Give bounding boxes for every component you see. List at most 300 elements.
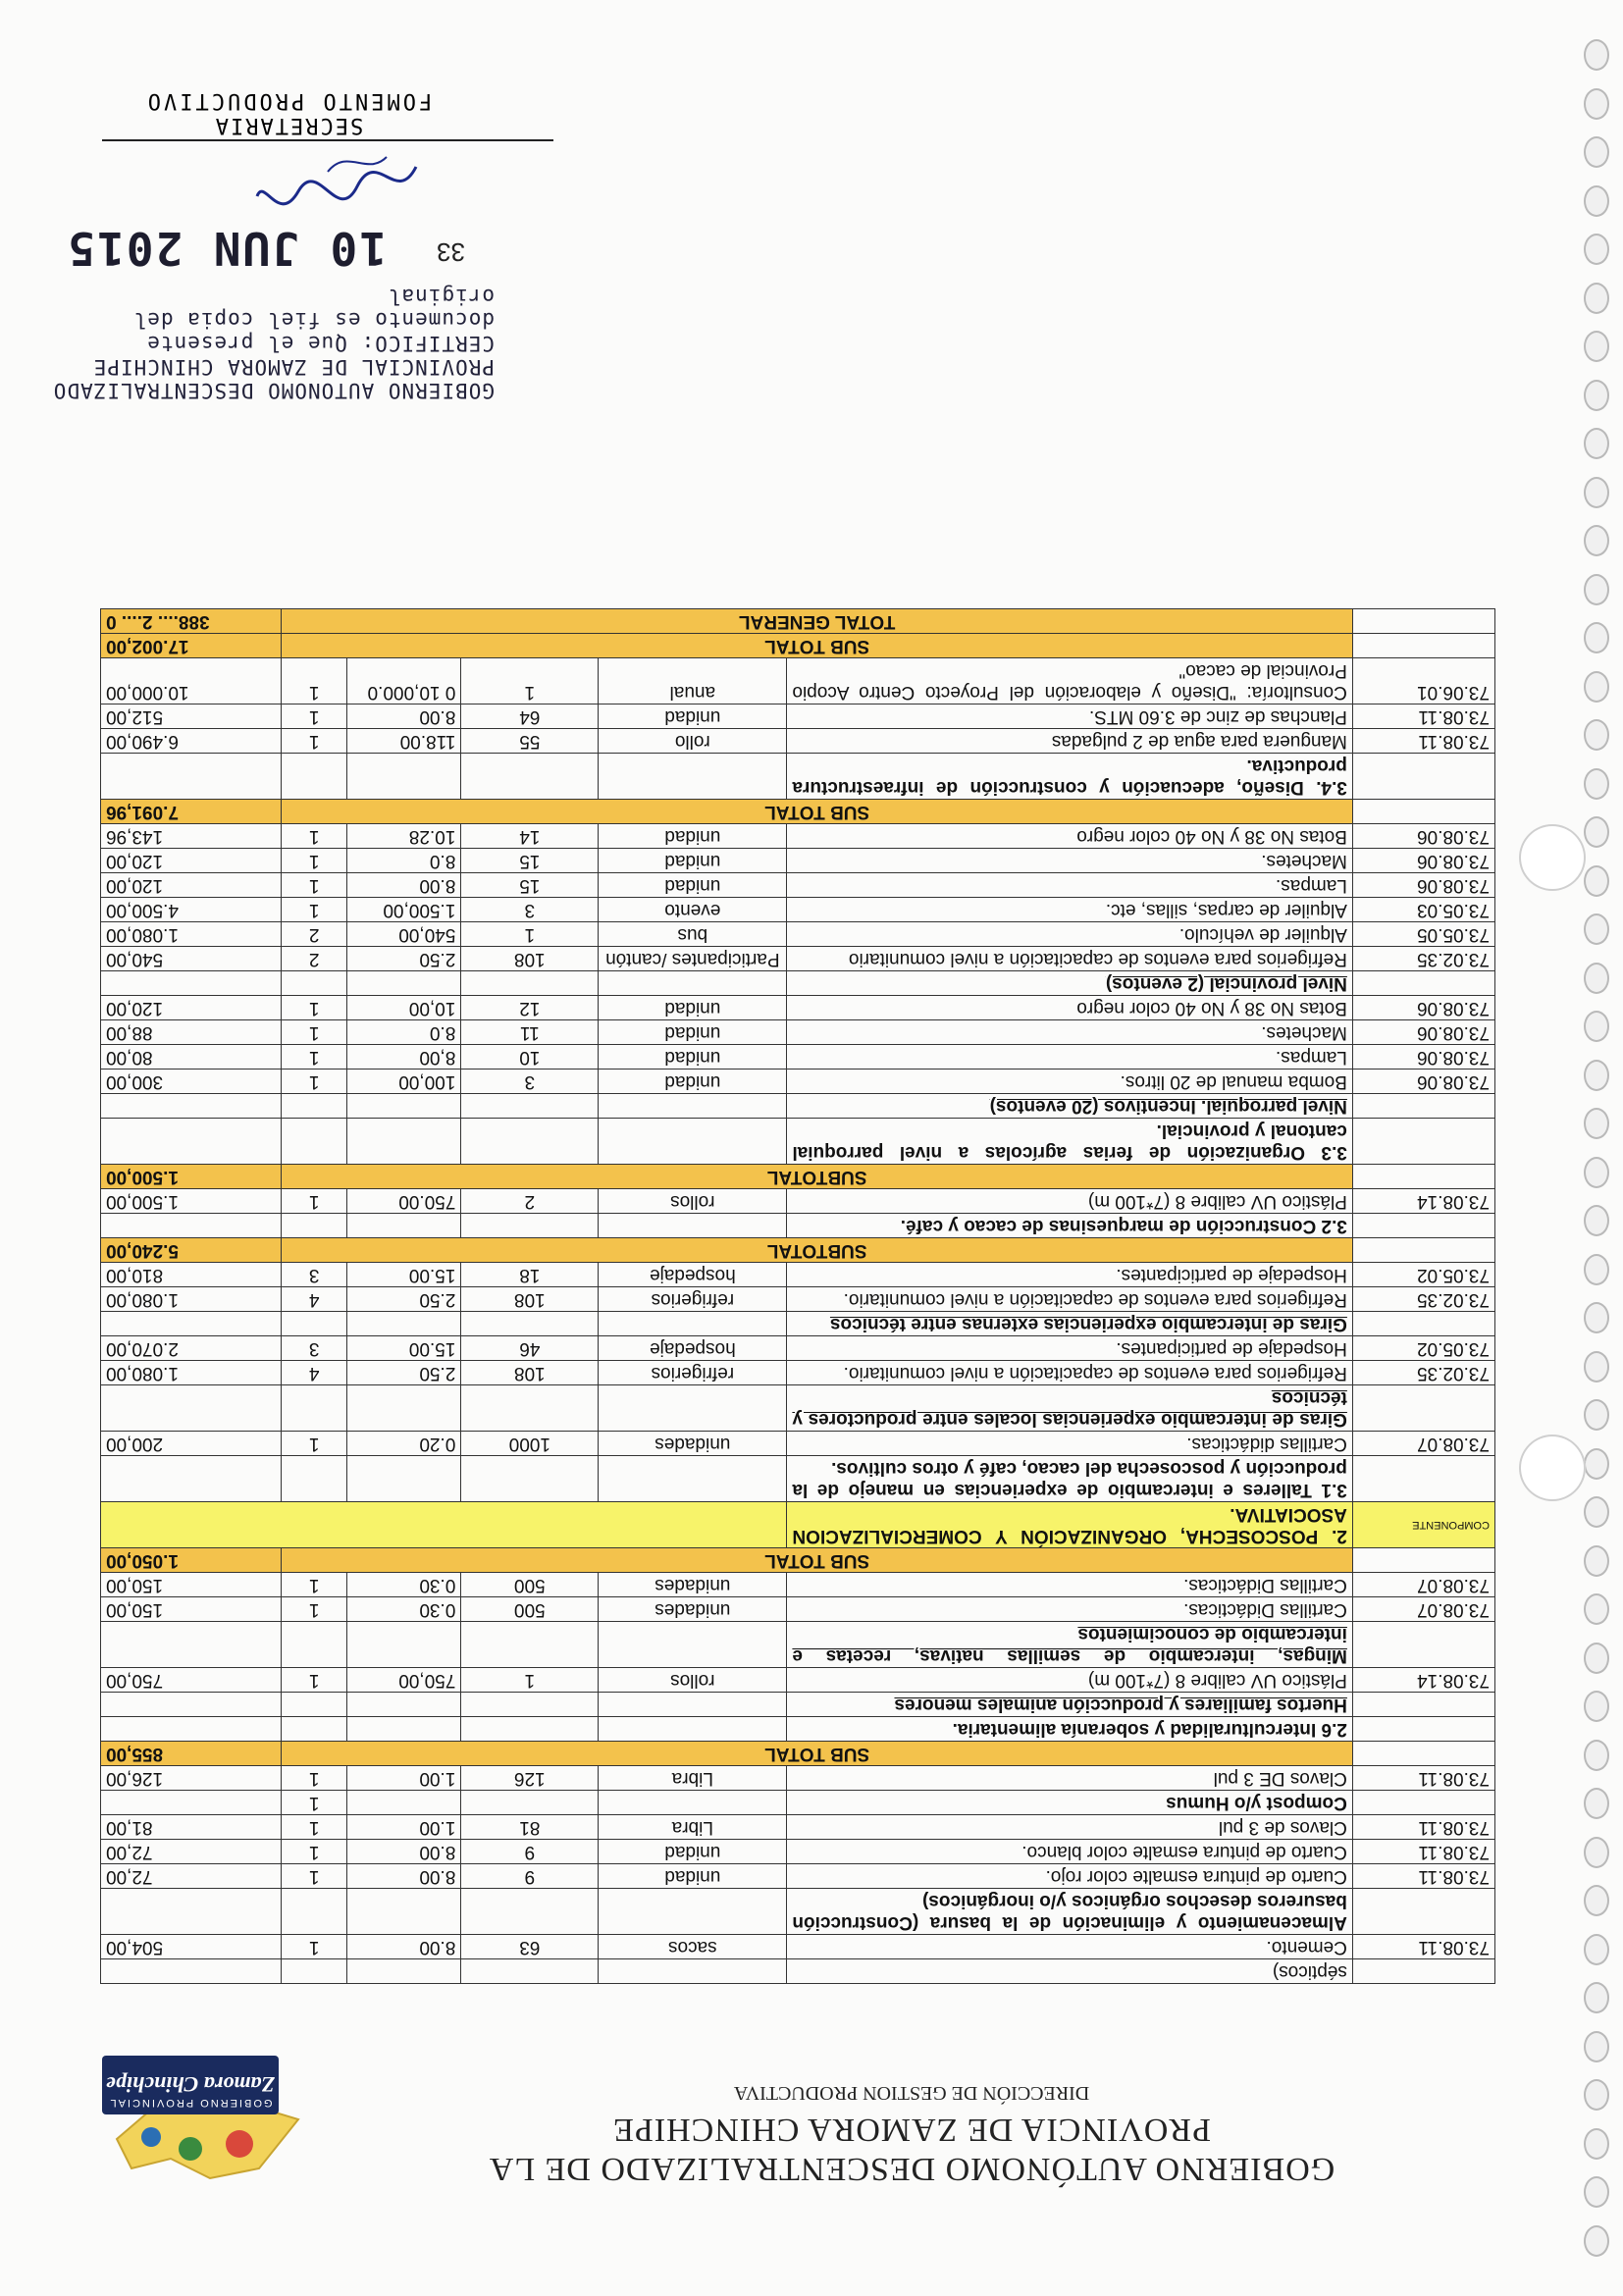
table-row xyxy=(101,1070,1495,1094)
unit-cell: refrigerios xyxy=(599,1361,787,1385)
table-row xyxy=(101,1668,1495,1693)
unit-price-cell: 0.30 xyxy=(347,1597,461,1622)
quantity-cell: 2 xyxy=(461,1189,599,1214)
unit-price-cell: 10,00 xyxy=(347,996,461,1020)
account-code-cell xyxy=(1352,1385,1494,1432)
component-row xyxy=(101,1502,1495,1548)
binder-hole xyxy=(1584,1060,1609,1091)
unit-price-cell: 10.28 xyxy=(347,824,461,849)
unit-price-cell xyxy=(347,1094,461,1119)
quantity-cell: 64 xyxy=(461,704,599,729)
unit-cell xyxy=(599,1214,787,1238)
total-cell: 120,00 xyxy=(101,849,282,873)
budget-table xyxy=(100,608,1495,1984)
quantity-cell: 10 xyxy=(461,1045,599,1070)
account-code-cell xyxy=(1352,1959,1494,1984)
total-cell: 4.500,00 xyxy=(101,898,282,922)
total-cell: 200,00 xyxy=(101,1432,282,1456)
quantity-cell: 1 xyxy=(461,922,599,947)
description-cell: Machetes. xyxy=(787,1020,1353,1045)
unit-cell: evento xyxy=(599,898,787,922)
total-cell: 300,00 xyxy=(101,1070,282,1094)
unit-cell: unidad xyxy=(599,1020,787,1045)
description-cell: sépticos) xyxy=(787,1959,1353,1984)
account-code-cell xyxy=(1352,1094,1494,1119)
count-cell: 1 xyxy=(282,996,347,1020)
count-cell: 1 xyxy=(282,1864,347,1889)
table-row xyxy=(101,1189,1495,1214)
table-row xyxy=(101,1385,1495,1432)
subtotal-spacer-cell xyxy=(1352,1238,1494,1263)
unit-price-cell: 15.00 xyxy=(347,1263,461,1287)
quantity-cell xyxy=(461,754,599,800)
fomento-label: FOMENTO PRODUCTIVO xyxy=(144,88,433,113)
table-row xyxy=(101,1456,1495,1502)
total-cell xyxy=(101,1717,282,1742)
unit-price-cell: 8.00 xyxy=(347,704,461,729)
count-cell: 1 xyxy=(282,704,347,729)
binder-hole xyxy=(1584,622,1609,653)
count-cell: 1 xyxy=(282,1815,347,1840)
unit-cell xyxy=(599,1094,787,1119)
total-cell xyxy=(101,1889,282,1935)
description-cell: Hospedaje de participantes. xyxy=(787,1263,1353,1287)
unit-cell xyxy=(599,971,787,996)
folio-number: 33 xyxy=(437,237,465,267)
unit-cell: unidad xyxy=(599,824,787,849)
count-cell: 3 xyxy=(282,1263,347,1287)
unit-price-cell: 8.00 xyxy=(347,1864,461,1889)
account-code-cell: 73.08.07 xyxy=(1352,1597,1494,1622)
count-cell xyxy=(282,754,347,800)
count-cell xyxy=(282,1693,347,1717)
subtotal-label: SUBTOTAL xyxy=(282,1238,1353,1263)
quantity-cell: 18 xyxy=(461,1263,599,1287)
account-code-cell xyxy=(1352,1717,1494,1742)
binder-holes xyxy=(1584,39,1619,2257)
count-cell xyxy=(282,1385,347,1432)
account-code-cell: 73.02.35 xyxy=(1352,1361,1494,1385)
count-cell xyxy=(282,1214,347,1238)
unit-cell: rollos xyxy=(599,1189,787,1214)
account-code-cell: 73.08.14 xyxy=(1352,1668,1494,1693)
description-cell: Cartillas Didácticas. xyxy=(787,1573,1353,1597)
unit-price-cell: 2.50 xyxy=(347,947,461,971)
count-cell: 4 xyxy=(282,1361,347,1385)
table-row xyxy=(101,849,1495,873)
unit-cell xyxy=(599,1693,787,1717)
punch-hole xyxy=(1519,824,1586,891)
description-cell: Refrigerios para eventos de capacitación a nivel comunitario. xyxy=(787,1361,1353,1385)
binder-hole xyxy=(1584,1157,1609,1188)
binder-hole xyxy=(1584,525,1609,556)
table-row xyxy=(101,1312,1495,1336)
count-cell: 2 xyxy=(282,922,347,947)
unit-price-cell xyxy=(347,1791,461,1815)
description-cell: Botas No 38 y No 40 color negro xyxy=(787,824,1353,849)
description-cell: Compost y/o Humus xyxy=(787,1791,1353,1815)
unit-price-cell: 750,00 xyxy=(347,1668,461,1693)
quantity-cell xyxy=(461,1717,599,1742)
subtotal-label: SUB TOTAL xyxy=(282,1742,1353,1766)
table-row xyxy=(101,1622,1495,1668)
table-row xyxy=(101,1864,1495,1889)
count-cell: 1 xyxy=(282,1070,347,1094)
subtotal-spacer-cell xyxy=(1352,1742,1494,1766)
secretaria-stamp xyxy=(102,88,475,137)
unit-cell: unidad xyxy=(599,1864,787,1889)
count-cell: 1 xyxy=(282,1766,347,1791)
unit-cell: anual xyxy=(599,658,787,704)
table-row xyxy=(101,1287,1495,1312)
quantity-cell xyxy=(461,1312,599,1336)
binder-hole xyxy=(1584,428,1609,459)
account-code-cell xyxy=(1352,1312,1494,1336)
table-row xyxy=(101,1573,1495,1597)
description-cell: Clavos de 3 pul xyxy=(787,1815,1353,1840)
total-cell: 80,00 xyxy=(101,1045,282,1070)
binder-hole xyxy=(1584,136,1609,168)
table-row xyxy=(101,1717,1495,1742)
table-row xyxy=(101,1336,1495,1361)
total-cell xyxy=(101,1693,282,1717)
unit-cell: unidades xyxy=(599,1573,787,1597)
logo-name-text: Zamora Chinchipe xyxy=(106,2072,275,2097)
header-subtitle: PROVINCIA DE ZAMORA CHINCHIPE xyxy=(612,2112,1211,2148)
account-code-cell xyxy=(1352,754,1494,800)
table-row xyxy=(101,1045,1495,1070)
quantity-cell: 11 xyxy=(461,1020,599,1045)
description-cell: Bomba manual de 20 litros. xyxy=(787,1070,1353,1094)
binder-hole xyxy=(1584,88,1609,120)
unit-price-cell: 540,00 xyxy=(347,922,461,947)
subtotal-row xyxy=(101,1238,1495,1263)
unit-price-cell: 0 10,000.0 xyxy=(347,658,461,704)
quantity-cell: 9 xyxy=(461,1840,599,1864)
binder-hole xyxy=(1584,39,1609,71)
table-row xyxy=(101,1119,1495,1165)
account-code-cell: 73.08.11 xyxy=(1352,729,1494,754)
description-cell: 3.4. Diseño, adecuación y construcción de infraestructura productiva. xyxy=(787,754,1353,800)
binder-hole xyxy=(1584,331,1609,362)
total-cell: 150,00 xyxy=(101,1573,282,1597)
description-cell: Giras de intercambio experiencias externas entre técnicos xyxy=(787,1312,1353,1336)
unit-cell: unidades xyxy=(599,1432,787,1456)
total-cell: 810,00 xyxy=(101,1263,282,1287)
binder-hole xyxy=(1584,1837,1609,1868)
unit-price-cell xyxy=(347,1214,461,1238)
binder-hole xyxy=(1584,1399,1609,1431)
count-cell xyxy=(282,971,347,996)
binder-hole xyxy=(1584,185,1609,217)
count-cell xyxy=(282,1622,347,1668)
header-title: GOBIERNO AUTÓNOMO DESCENTRALIZADO DE LA xyxy=(488,2151,1335,2187)
count-cell: 1 xyxy=(282,1791,347,1815)
account-code-cell: 73.08.11 xyxy=(1352,1864,1494,1889)
description-cell: Botas No 38 y No 40 color negro xyxy=(787,996,1353,1020)
account-code-cell: 73.08.06 xyxy=(1352,873,1494,898)
binder-hole xyxy=(1584,234,1609,265)
table-row xyxy=(101,1766,1495,1791)
quantity-cell: 108 xyxy=(461,1361,599,1385)
subtotal-amount: 855,00 xyxy=(101,1742,282,1766)
description-cell: Almacenamiento y eliminación de la basura (Construcción basureros desechos orgánicos y/o inorgánicos) xyxy=(787,1889,1353,1935)
table-row xyxy=(101,1263,1495,1287)
binder-hole xyxy=(1584,574,1609,605)
binder-hole xyxy=(1584,1691,1609,1722)
total-cell: 1.080,00 xyxy=(101,1361,282,1385)
unit-price-cell: 0.20 xyxy=(347,1432,461,1456)
account-code-cell: 73.02.35 xyxy=(1352,947,1494,971)
unit-price-cell: 1.00 xyxy=(347,1815,461,1840)
binder-hole xyxy=(1584,477,1609,508)
budget-table-body xyxy=(101,609,1495,1984)
unit-price-cell xyxy=(347,754,461,800)
unit-price-cell: 8,00 xyxy=(347,1045,461,1070)
quantity-cell: 81 xyxy=(461,1815,599,1840)
header-department: DIRECCIÓN DE GESTION PRODUCTIVA xyxy=(733,2082,1090,2104)
total-cell xyxy=(101,1312,282,1336)
account-code-cell xyxy=(1352,1889,1494,1935)
unit-cell: unidad xyxy=(599,996,787,1020)
count-cell xyxy=(282,1456,347,1502)
account-code-cell: 73.08.11 xyxy=(1352,704,1494,729)
quantity-cell: 55 xyxy=(461,729,599,754)
component-spacer-cell xyxy=(101,1502,787,1548)
account-code-cell xyxy=(1352,1119,1494,1165)
logo-top-text: GOBIERNO PROVINCIAL xyxy=(108,2097,273,2109)
description-cell: Manguera para agua de 2 pulgadas xyxy=(787,729,1353,754)
binder-hole xyxy=(1584,1545,1609,1577)
subtotal-row xyxy=(101,1548,1495,1573)
unit-price-cell xyxy=(347,971,461,996)
subtotal-spacer-cell xyxy=(1352,800,1494,824)
subtotal-spacer-cell xyxy=(1352,634,1494,658)
binder-hole xyxy=(1584,865,1609,897)
description-cell: Consultoría: "Diseño y elaboración del Proyecto Centro Acopio Provincial de cacao" xyxy=(787,658,1353,704)
account-code-cell: 73.05.05 xyxy=(1352,922,1494,947)
stamp-line-1: GOBIERNO AUTONOMO DESCENTRALIZADO xyxy=(52,379,495,402)
unit-cell: Libra xyxy=(599,1815,787,1840)
total-cell: 1.080,00 xyxy=(101,922,282,947)
count-cell xyxy=(282,1119,347,1165)
account-code-cell xyxy=(1352,1456,1494,1502)
binder-hole xyxy=(1584,2176,1609,2208)
total-cell: 1.500,00 xyxy=(101,1189,282,1214)
description-cell: Giras de intercambio experiencias locales entre productores y técnicos xyxy=(787,1385,1353,1432)
binder-hole xyxy=(1584,1496,1609,1528)
binder-hole xyxy=(1584,1108,1609,1139)
quantity-cell: 14 xyxy=(461,824,599,849)
unit-price-cell xyxy=(347,1717,461,1742)
unit-price-cell: 1.500,00 xyxy=(347,898,461,922)
table-row xyxy=(101,1693,1495,1717)
description-cell: Alquiler de carpas, sillas, etc. xyxy=(787,898,1353,922)
table-row xyxy=(101,922,1495,947)
count-cell: 1 xyxy=(282,1189,347,1214)
subtotal-amount: 7.091,96 xyxy=(101,800,282,824)
account-code-cell xyxy=(1352,1791,1494,1815)
unit-price-cell: 750.00 xyxy=(347,1189,461,1214)
quantity-cell xyxy=(461,1693,599,1717)
unit-price-cell: 2.50 xyxy=(347,1287,461,1312)
unit-cell: Libra xyxy=(599,1766,787,1791)
account-code-cell xyxy=(1352,1214,1494,1238)
unit-price-cell xyxy=(347,1889,461,1935)
description-cell: Huertos familiares y producción animales menores xyxy=(787,1693,1353,1717)
subtotal-row xyxy=(101,1742,1495,1766)
table-row xyxy=(101,658,1495,704)
total-cell: 750,00 xyxy=(101,1668,282,1693)
stamp-line-4: documento es fiel copia del xyxy=(132,308,495,332)
total-cell: 143,96 xyxy=(101,824,282,849)
description-cell: Clavos DE 3 pul xyxy=(787,1766,1353,1791)
unit-cell: sacos xyxy=(599,1935,787,1959)
total-cell: 120,00 xyxy=(101,996,282,1020)
unit-price-cell: 15.00 xyxy=(347,1336,461,1361)
unit-cell xyxy=(599,1622,787,1668)
description-cell: Lampas. xyxy=(787,1045,1353,1070)
account-code-cell: 73.06.01 xyxy=(1352,658,1494,704)
count-cell: 2 xyxy=(282,947,347,971)
subtotal-spacer-cell xyxy=(1352,1165,1494,1189)
account-code-cell: 73.08.07 xyxy=(1352,1432,1494,1456)
quantity-cell: 9 xyxy=(461,1864,599,1889)
binder-hole xyxy=(1584,1885,1609,1916)
description-cell: Cartillas Didácticas. xyxy=(787,1597,1353,1622)
total-cell: 88,00 xyxy=(101,1020,282,1045)
count-cell: 1 xyxy=(282,658,347,704)
count-cell: 1 xyxy=(282,1432,347,1456)
table-row xyxy=(101,704,1495,729)
count-cell: 1 xyxy=(282,849,347,873)
component-title: 2. POSCOSECHA, ORGANIZACIÓN Y COMERCIALIZACION ASOCIATIVA. xyxy=(787,1502,1353,1548)
unit-price-cell xyxy=(347,1385,461,1432)
subtotal-row xyxy=(101,800,1495,824)
unit-cell: rollo xyxy=(599,729,787,754)
subtotal-label: SUB TOTAL xyxy=(282,634,1353,658)
total-cell: 2.070,00 xyxy=(101,1336,282,1361)
description-cell: Cemento. xyxy=(787,1935,1353,1959)
quantity-cell: 46 xyxy=(461,1336,599,1361)
total-cell: 120,00 xyxy=(101,873,282,898)
table-row xyxy=(101,1597,1495,1622)
stamp-line-3: CERTIFICO: Que el presente xyxy=(146,332,495,355)
count-cell: 1 xyxy=(282,898,347,922)
table-row xyxy=(101,824,1495,849)
subtotal-label: SUB TOTAL xyxy=(282,800,1353,824)
account-code-cell: 73.08.06 xyxy=(1352,1070,1494,1094)
description-cell: Mingas, intercambio de semillas nativas, recetas e intercambio de conocimientos xyxy=(787,1622,1353,1668)
description-cell: Refrigerios para eventos de capacitación a nivel comunitario. xyxy=(787,1287,1353,1312)
account-code-cell xyxy=(1352,1622,1494,1668)
total-cell xyxy=(101,1622,282,1668)
unit-cell: hospedaje xyxy=(599,1263,787,1287)
subtotal-row xyxy=(101,634,1495,658)
binder-hole xyxy=(1584,2031,1609,2062)
unit-price-cell: 8.00 xyxy=(347,1840,461,1864)
account-code-cell: 73.08.11 xyxy=(1352,1815,1494,1840)
binder-hole xyxy=(1584,2225,1609,2257)
unit-cell: unidad xyxy=(599,1840,787,1864)
total-cell: 10.000,00 xyxy=(101,658,282,704)
count-cell xyxy=(282,1312,347,1336)
total-cell: 6.490,00 xyxy=(101,729,282,754)
unit-cell: unidad xyxy=(599,704,787,729)
total-cell xyxy=(101,1385,282,1432)
unit-cell: hospedaje xyxy=(599,1336,787,1361)
unit-cell xyxy=(599,1717,787,1742)
description-cell: 3.3 Organización de ferias agrícolas a nivel parroquial cantonal y provincial. xyxy=(787,1119,1353,1165)
quantity-cell: 12 xyxy=(461,996,599,1020)
description-cell: Hospedaje de participantes. xyxy=(787,1336,1353,1361)
quantity-cell: 3 xyxy=(461,1070,599,1094)
subtotal-amount: 17.002,00 xyxy=(101,634,282,658)
binder-hole xyxy=(1584,1934,1609,1965)
document-header xyxy=(102,2021,1495,2188)
description-cell: Nivel provincial (2 eventos) xyxy=(787,971,1353,996)
total-cell xyxy=(101,754,282,800)
subtotal-amount: 388.... 2.... 0 xyxy=(101,609,282,634)
count-cell: 4 xyxy=(282,1287,347,1312)
total-cell: 126,00 xyxy=(101,1766,282,1791)
count-cell: 1 xyxy=(282,1935,347,1959)
quantity-cell xyxy=(461,1889,599,1935)
quantity-cell: 108 xyxy=(461,1287,599,1312)
punch-hole xyxy=(1519,1435,1586,1501)
table-row xyxy=(101,1815,1495,1840)
table-row xyxy=(101,729,1495,754)
table-row xyxy=(101,754,1495,800)
unit-cell xyxy=(599,1312,787,1336)
total-cell: 81,00 xyxy=(101,1815,282,1840)
total-cell xyxy=(101,1456,282,1502)
total-cell: 1.080,00 xyxy=(101,1287,282,1312)
quantity-cell xyxy=(461,1622,599,1668)
unit-price-cell: 100,00 xyxy=(347,1070,461,1094)
total-cell: 150,00 xyxy=(101,1597,282,1622)
unit-cell: unidad xyxy=(599,1045,787,1070)
description-cell: Machetes. xyxy=(787,849,1353,873)
count-cell: 1 xyxy=(282,1573,347,1597)
account-code-cell xyxy=(1352,1693,1494,1717)
account-code-cell xyxy=(1352,971,1494,996)
subtotal-spacer-cell xyxy=(1352,609,1494,634)
subtotal-amount: 1.050,00 xyxy=(101,1548,282,1573)
table-row xyxy=(101,996,1495,1020)
binder-hole xyxy=(1584,2128,1609,2160)
description-cell: Cuarto de pintura esmalte color blanco. xyxy=(787,1840,1353,1864)
unit-price-cell: 8.00 xyxy=(347,873,461,898)
table-row xyxy=(101,898,1495,922)
unit-cell xyxy=(599,1385,787,1432)
unit-cell xyxy=(599,1456,787,1502)
account-code-cell: 73.08.06 xyxy=(1352,824,1494,849)
quantity-cell: 15 xyxy=(461,873,599,898)
total-cell xyxy=(101,1119,282,1165)
quantity-cell: 1 xyxy=(461,1668,599,1693)
stamp-line-2: PROVINCIAL DE ZAMORA CHINCHIPE xyxy=(92,355,495,379)
total-cell xyxy=(101,1791,282,1815)
header-text xyxy=(328,2081,1495,2188)
count-cell: 1 xyxy=(282,824,347,849)
unit-price-cell: 1.00 xyxy=(347,1766,461,1791)
table-row xyxy=(101,1214,1495,1238)
unit-price-cell: 8.0 xyxy=(347,849,461,873)
table-row xyxy=(101,1361,1495,1385)
binder-hole xyxy=(1584,719,1609,751)
account-code-cell: 73.08.06 xyxy=(1352,996,1494,1020)
